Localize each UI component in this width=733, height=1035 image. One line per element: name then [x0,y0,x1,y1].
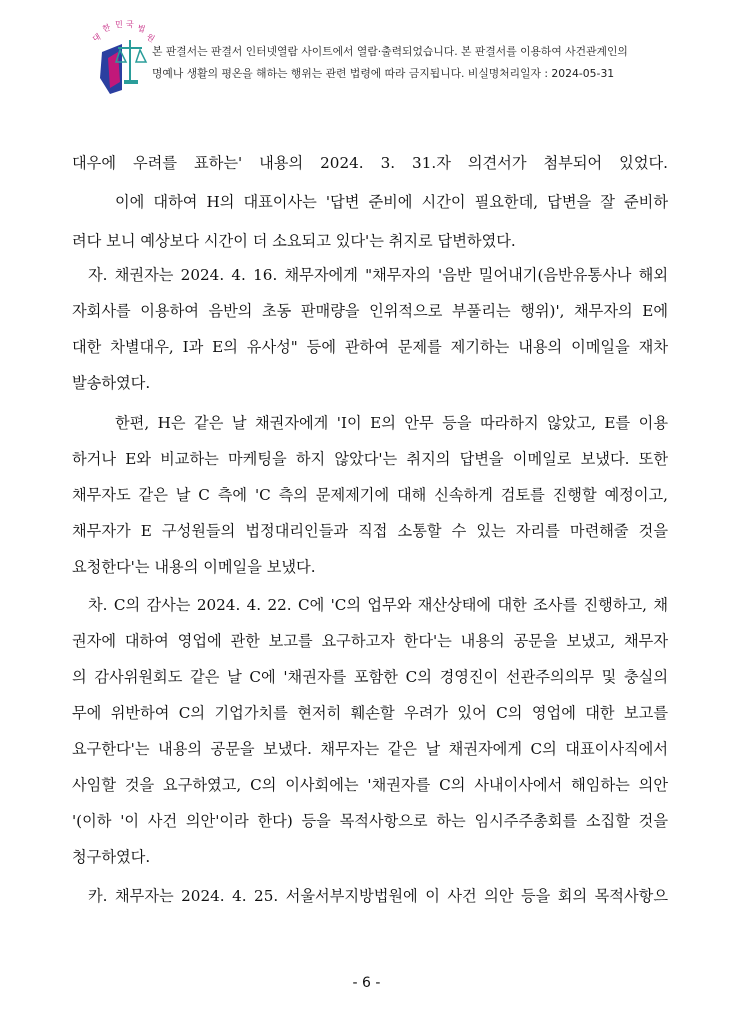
body-line: 무에 위반하여 C의 기업가치를 현저히 훼손할 우려가 있어 C의 영업에 대한 보고를 [72,704,668,722]
svg-text:대: 대 [91,32,103,44]
body-line: 려다 보니 예상보다 시간이 더 소요되고 있다'는 취지로 답변하였다. [72,232,516,250]
body-line: 차. C의 감사는 2024. 4. 22. C에 'C의 업무와 재산상태에 대한 조사를 진행하고, 채 [88,596,668,614]
usage-notice-line: 명예나 생활의 평온을 해하는 행위는 관련 법령에 따라 금지됩니다. 비실명처리일자 : 2024-05-31 [152,67,615,80]
body-line: 카. 채무자는 2024. 4. 25. 서울서부지방법원에 이 사건 의안 등을 회의 목적사항으 [88,887,668,905]
body-line: '(이하 '이 사건 의안'이라 한다) 등을 목적사항으로 하는 임시주주총회를 소집할 것을 [72,812,668,830]
body-line: 청구하였다. [72,848,151,866]
body-line: 대우에 우려를 표하는' 내용의 2024. 3. 31.자 의견서가 첨부되어 있었다. [72,154,668,172]
body-line: 하거나 E와 비교하는 마케팅을 하지 않았다'는 취지의 답변을 이메일로 보냈다. 또한 [72,450,668,468]
body-line: 사임할 것을 요구하였고, C의 이사회에는 '채권자를 C의 사내이사에서 해임하는 의안 [72,776,668,794]
body-line: 한편, H은 같은 날 채권자에게 'I이 E의 안무 등을 따라하지 않았고, E를 이용 [115,414,668,432]
svg-text:한: 한 [101,22,112,34]
svg-text:국: 국 [126,20,134,29]
body-line: 권자에 대하여 영업에 관한 보고를 요구하고자 한다'는 내용의 공문을 보냈고, 채무자 [72,632,668,650]
svg-text:민: 민 [115,20,123,29]
court-seal-logo [88,18,158,96]
page-header [0,0,733,100]
page-number: - 6 - [352,975,381,991]
usage-notice-line: 본 판결서는 판결서 인터넷열람 사이트에서 열람·출력되었습니다. 본 판결서를 이용하여 사건관계인의 [152,45,628,58]
body-line: 채무자가 E 구성원들의 법정대리인들과 직접 소통할 수 있는 자리를 마련해줄 것을 [72,522,668,540]
body-line: 발송하였다. [72,374,151,392]
body-line: 자회사를 이용하여 음반의 초동 판매량을 인위적으로 부풀리는 행위)', 채무자의 E에 [72,302,668,320]
body-line: 요구한다'는 내용의 공문을 보냈다. 채무자는 같은 날 채권자에게 C의 대표이사직에서 [72,740,668,758]
body-line: 의 감사위원회도 같은 날 C에 '채권자를 포함한 C의 경영진이 선관주의의무 및 충실의 [72,668,668,686]
usage-notice [152,41,722,85]
svg-text:원: 원 [144,32,157,44]
body-line: 요청한다'는 내용의 이메일을 보냈다. [72,558,316,576]
body-line: 채무자도 같은 날 C 측에 'C 측의 문제제기에 대해 신속하게 검토를 진행할 예정이고, [72,486,668,504]
body-line: 대한 차별대우, I과 E의 유사성" 등에 관하여 문제를 제기하는 내용의 이메일을 재차 [72,338,668,356]
body-line: 이에 대하여 H의 대표이사는 '답변 준비에 시간이 필요한데, 답변을 잘 준비하 [115,193,668,211]
body-line: 자. 채권자는 2024. 4. 16. 채무자에게 "채무자의 '음반 밀어내기(음반유통사나 해외 [88,266,668,284]
svg-text:법: 법 [136,23,147,35]
